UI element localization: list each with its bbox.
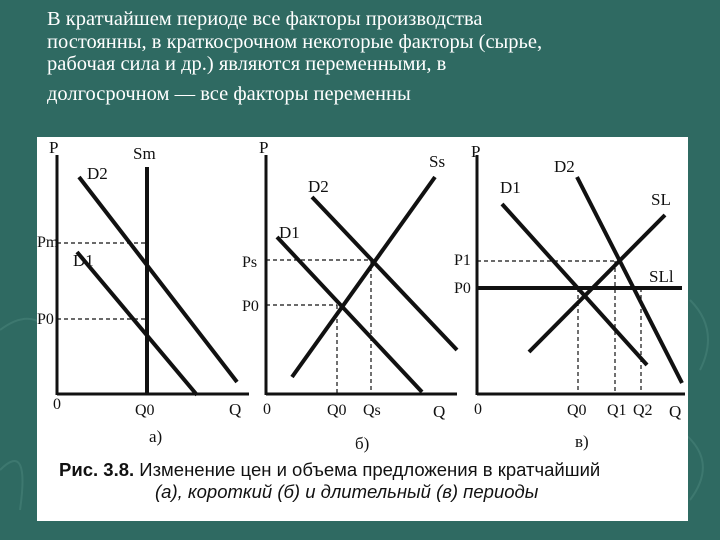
panel-c <box>454 142 685 451</box>
curve-d1 <box>502 204 647 365</box>
price-label-ps: Ps <box>242 254 258 271</box>
panel-label: а) <box>149 427 163 446</box>
axis-x-label: Q <box>229 400 242 419</box>
axis-y-label: P <box>49 138 59 157</box>
slide-title-line: постоянны, в краткосрочном некоторые факторы (сырье, <box>47 30 543 53</box>
curve-sl <box>529 215 665 352</box>
caption-text-line1: Изменение цен и объема предложения в кратчайший <box>139 459 601 480</box>
slide-title-line: рабочая сила и др.) являются переменными, в <box>47 53 447 75</box>
quantity-label-q2: Q2 <box>633 402 653 419</box>
curve-label-d1: D1 <box>73 251 94 270</box>
curve-label-sl: SL <box>651 190 671 209</box>
slide-title-line: В кратчайшем периоде все факторы производства <box>47 8 483 30</box>
axis-x-label: Q <box>433 402 446 421</box>
panel-b <box>242 138 457 453</box>
curve-label-sm: Sm <box>133 144 156 163</box>
price-label-pm: Pm <box>37 234 59 251</box>
slide-title <box>47 8 697 105</box>
price-label-p0: P0 <box>242 298 259 315</box>
panel-label: б) <box>355 434 370 453</box>
origin-label: 0 <box>474 401 482 418</box>
curve-label-d1: D1 <box>279 223 300 242</box>
curve-label-sll: SLl <box>649 267 674 286</box>
axis-y-label: P <box>259 138 269 157</box>
axis-y-label: P <box>471 142 481 161</box>
caption-text-line2: (а), короткий (б) и длительный (в) периоды <box>155 481 539 502</box>
quantity-label-q1: Q1 <box>607 402 627 419</box>
curve-label-d1: D1 <box>500 178 521 197</box>
curve-label-ss: Ss <box>429 152 446 171</box>
curve-d1 <box>77 252 197 395</box>
curve-label-d2: D2 <box>308 177 329 196</box>
panel-a <box>37 138 249 446</box>
quantity-label-q0: Q0 <box>135 402 155 419</box>
quantity-label-qs: Qs <box>363 402 381 419</box>
price-label-p0: P0 <box>454 280 471 297</box>
quantity-label-q0: Q0 <box>567 402 587 419</box>
origin-label: 0 <box>263 401 271 418</box>
figure-panel <box>37 137 688 521</box>
price-label-p1: P1 <box>454 252 471 269</box>
figure-caption <box>59 459 679 503</box>
curve-d2 <box>312 197 457 350</box>
origin-label: 0 <box>53 396 61 413</box>
panel-label: в) <box>575 432 589 451</box>
axis-x-label: Q <box>669 402 682 421</box>
curve-label-d2: D2 <box>554 157 575 176</box>
curve-label-d2: D2 <box>87 164 108 183</box>
price-label-p0: P0 <box>37 311 54 328</box>
caption-number: Рис. 3.8. <box>59 459 135 480</box>
slide-title-line: долгосрочном — все факторы переменны <box>47 82 411 105</box>
quantity-label-q0: Q0 <box>327 402 347 419</box>
